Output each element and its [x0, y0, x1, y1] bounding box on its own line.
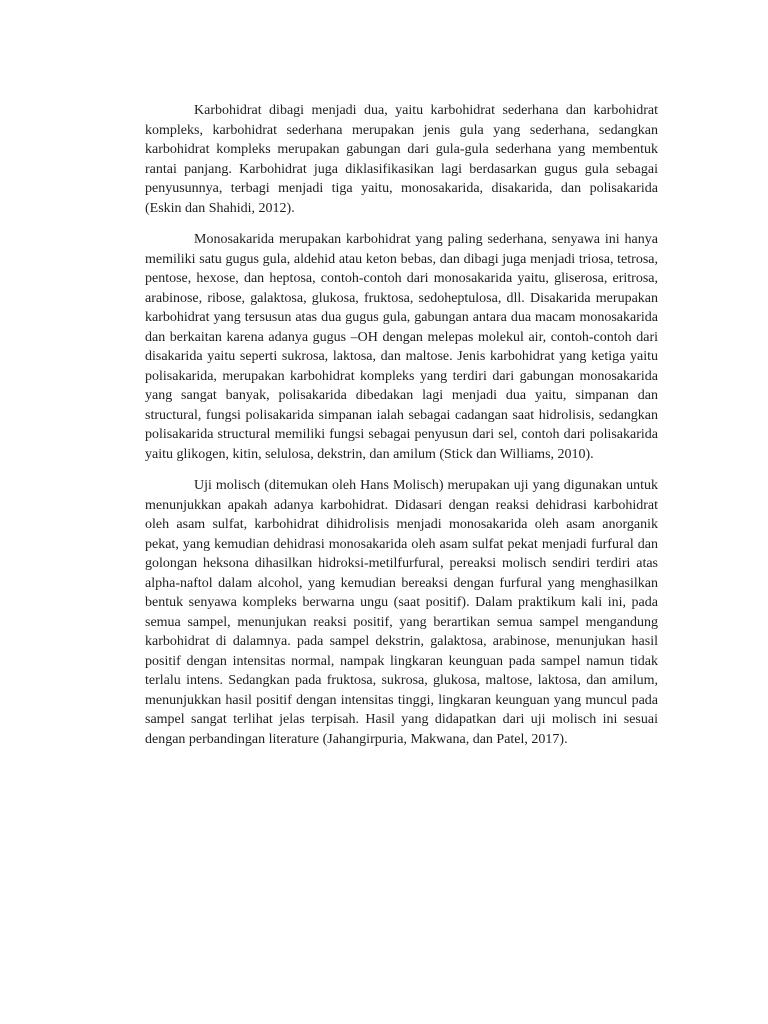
- paragraph-carbohydrate-classification: Karbohidrat dibagi menjadi dua, yaitu karbohidrat sederhana dan karbohidrat kompleks, karbohidrat sederhana merupakan jenis gula yang sederhana, sedangkan karbohidrat kompleks merupakan gabungan dari gula-gula sederhana yang membentuk rantai panjang. Karbohidrat juga diklasifikasikan lagi berdasarkan gugus gula sebagai penyusunnya, terbagi menjadi tiga yaitu, monosakarida, disakarida, dan polisakarida (Eskin dan Shahidi, 2012).: [145, 103, 658, 216]
- body-text: [145, 101, 658, 761]
- paragraph-saccharide-types: Monosakarida merupakan karbohidrat yang paling sederhana, senyawa ini hanya memiliki satu gugus gula, aldehid atau keton bebas, dan dibagi juga menjadi triosa, tetrosa, pentose, hexose, dan heptosa, contoh-contoh dari monosakarida yaitu, gliserosa, eritrosa, arabinose, ribose, galaktosa, glukosa, fruktosa, sedoheptulosa, dll. Disakarida merupakan karbohidrat yang tersusun atas dua gugus gula, gabungan antara dua macam monosakarida dan berkaitan karena adanya gugus –OH dengan melepas molekul air, contoh-contoh dari disakarida yaitu seperti sukrosa, laktosa, dan maltose. Jenis karbohidrat yang ketiga yaitu polisakarida, merupakan karbohidrat kompleks yang terdiri dari gabungan monosakarida yang sangat banyak, polisakarida dibedakan lagi menjadi dua yaitu, simpanan dan structural, fungsi polisakarida simpanan ialah sebagai cadangan saat hidrolisis, sedangkan polisakarida structural memiliki fungsi sebagai penyusun dari sel, contoh dari polisakarida yaitu glikogen, kitin, selulosa, dekstrin, dan amilum (Stick dan Williams, 2010).: [145, 232, 658, 462]
- paragraph-molisch-test: Uji molisch (ditemukan oleh Hans Molisch) merupakan uji yang digunakan untuk menunjukkan apakah adanya karbohidrat. Didasari dengan reaksi dehidrasi karbohidrat oleh asam sulfat, karbohidrat dihidrolisis menjadi monosakarida oleh asam anorganik pekat, yang kemudian dehidrasi monosakarida oleh asam sulfat pekat menjadi furfural dan golongan heksona dihasilkan hidroksi-metilfurfural, pereaksi molisch sendiri terdiri atas alpha-naftol dalam alcohol, yang kemudian bereaksi dengan furfural yang menghasilkan bentuk senyawa kompleks berwarna ungu (saat positif). Dalam praktikum kali ini, pada semua sampel, menunjukan reaksi positif, yang berartikan semua sampel mengandung karbohidrat di dalamnya. pada sampel dekstrin, galaktosa, arabinose, menunjukan hasil positif dengan intensitas normal, nampak lingkaran keunguan pada sampel namun tidak terlalu intens. Sedangkan pada fruktosa, sukrosa, glukosa, maltose, laktosa, dan amilum, menunjukkan hasil positif dengan intensitas tinggi, lingkaran keunguan yang muncul pada sampel sangat terlihat jelas terpisah. Hasil yang didapatkan dari uji molisch ini sesuai dengan perbandingan literature (Jahangirpuria, Makwana, dan Patel, 2017).: [145, 478, 658, 747]
